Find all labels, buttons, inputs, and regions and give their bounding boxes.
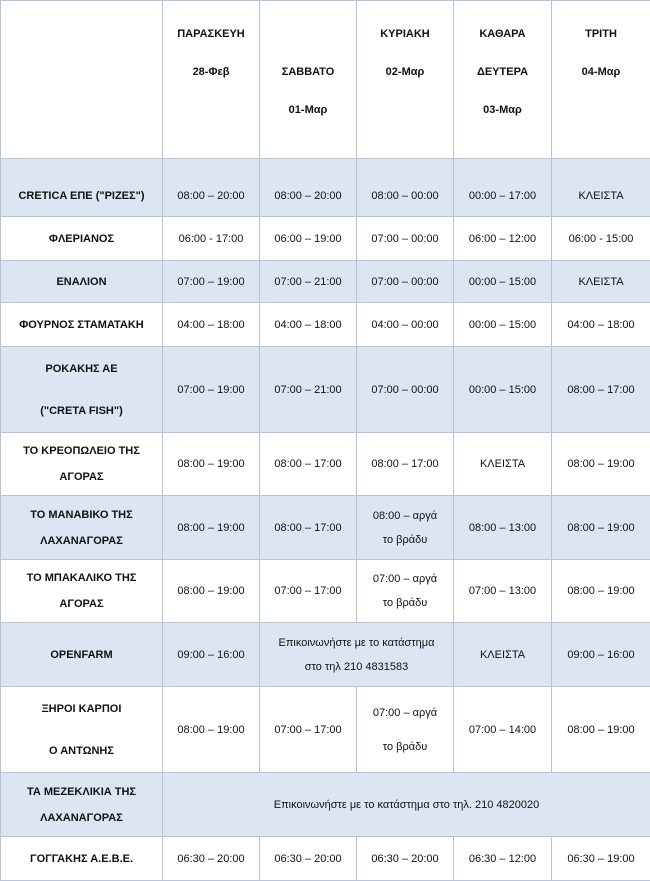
hours-cell: 00:00 – 15:00: [454, 261, 552, 303]
hours-cell: 09:00 – 16:00: [163, 623, 260, 687]
hours-cell: 07:00 – 00:00: [357, 261, 454, 303]
hours-cell: 08:00 – 00:00: [357, 159, 454, 217]
header-day: ΤΡΙΤΗ: [556, 15, 646, 53]
table-row: [1, 217, 650, 261]
shop-name: ΦΟΥΡΝΟΣ ΣΤΑΜΑΤΑΚΗ: [1, 303, 163, 347]
header-date: 01-Μαρ: [264, 91, 352, 129]
shop-name: CRETICA ΕΠΕ ("ΡΙΖΕΣ"): [1, 159, 163, 217]
hours-cell: 07:00 – 00:00: [357, 347, 454, 433]
hours-cell: 06:30 – 20:00: [163, 837, 260, 881]
hours-cell: 00:00 – 15:00: [454, 303, 552, 347]
contact-note: Επικοινωνήστε με το κατάστημα στο τηλ. 210 4820020: [163, 773, 650, 837]
header-day-2: ΔΕΥΤΕΡΑ: [458, 53, 547, 91]
shop-name: ΤΟ ΜΑΝΑΒΙΚΟ ΤΗΣ ΛΑΧΑΝΑΓΟΡΑΣ: [1, 496, 163, 560]
hours-cell: 06:00 – 12:00: [454, 217, 552, 261]
hours-cell: 07:00 – 13:00: [454, 560, 552, 623]
hours-cell: 08:00 – 19:00: [552, 496, 650, 560]
header-friday: [163, 1, 260, 159]
hours-cell: 08:00 – 17:00: [357, 433, 454, 496]
header-day: ΚΥΡΙΑΚΗ: [361, 15, 449, 53]
hours-cell: 06:00 - 17:00: [163, 217, 260, 261]
table-row: [1, 837, 650, 881]
shop-name: ΤΟ ΚΡΕΟΠΩΛΕΙΟ ΤΗΣ ΑΓΟΡΑΣ: [1, 433, 163, 496]
table-row: [1, 159, 650, 217]
header-day: ΚΑΘΑΡΑ: [458, 15, 547, 53]
hours-cell: 08:00 – 20:00: [260, 159, 357, 217]
hours-cell: 08:00 – 17:00: [260, 496, 357, 560]
shop-name: ΡΟΚΑΚΗΣ ΑΕ ("CRETA FISH"): [1, 347, 163, 433]
hours-cell: 09:00 – 16:00: [552, 623, 650, 687]
header-date: 28-Φεβ: [167, 53, 255, 91]
shop-name: ΤΑ ΜΕΖΕΚΛΙΚΙΑ ΤΗΣ ΛΑΧΑΝΑΓΟΡΑΣ: [1, 773, 163, 837]
hours-cell: 08:00 – 17:00: [260, 433, 357, 496]
table-row: [1, 261, 650, 303]
table-row: [1, 303, 650, 347]
header-day: ΠΑΡΑΣΚΕΥΗ: [167, 15, 255, 53]
hours-cell: 08:00 – 13:00: [454, 496, 552, 560]
hours-cell: 07:00 – 19:00: [163, 347, 260, 433]
hours-cell: 04:00 – 18:00: [552, 303, 650, 347]
hours-cell: 08:00 – 19:00: [552, 560, 650, 623]
header-sunday: [357, 1, 454, 159]
hours-cell: 08:00 – αργά το βράδυ: [357, 496, 454, 560]
table-row: [1, 773, 650, 837]
hours-cell: 00:00 – 17:00: [454, 159, 552, 217]
table-row: [1, 433, 650, 496]
hours-cell: 06:00 - 15:00: [552, 217, 650, 261]
contact-note: Επικοινωνήστε με το κατάστημα στο τηλ 210 4831583: [260, 623, 454, 687]
header-day: ΣΑΒΒΑΤΟ: [264, 53, 352, 91]
shop-name: ΤΟ ΜΠΑΚΑΛΙΚΟ ΤΗΣ ΑΓΟΡΑΣ: [1, 560, 163, 623]
hours-cell: 06:00 – 19:00: [260, 217, 357, 261]
hours-cell: ΚΛΕΙΣΤΑ: [454, 623, 552, 687]
hours-cell: 06:30 – 20:00: [357, 837, 454, 881]
shop-name: OPENFARM: [1, 623, 163, 687]
header-tuesday: [552, 1, 650, 159]
hours-cell: 08:00 – 19:00: [163, 560, 260, 623]
hours-cell: 07:00 – 00:00: [357, 217, 454, 261]
hours-cell: ΚΛΕΙΣΤΑ: [552, 159, 650, 217]
header-date: 03-Μαρ: [458, 91, 547, 129]
hours-cell: 07:00 – 19:00: [163, 261, 260, 303]
shop-name: ΞΗΡΟΙ ΚΑΡΠΟΙ Ο ΑΝΤΩΝΗΣ: [1, 687, 163, 773]
hours-cell: 07:00 – αργά το βράδυ: [357, 560, 454, 623]
shop-name: ΕΝΑΛΙΟΝ: [1, 261, 163, 303]
hours-cell: 08:00 – 19:00: [163, 433, 260, 496]
hours-cell: 08:00 – 17:00: [552, 347, 650, 433]
hours-cell: 07:00 – αργά το βράδυ: [357, 687, 454, 773]
header-clean-monday: [454, 1, 552, 159]
hours-cell: 08:00 – 20:00: [163, 159, 260, 217]
hours-cell: 07:00 – 17:00: [260, 687, 357, 773]
hours-cell: 04:00 – 18:00: [260, 303, 357, 347]
hours-cell: 04:00 – 00:00: [357, 303, 454, 347]
hours-cell: 08:00 – 19:00: [163, 496, 260, 560]
hours-cell: 06:30 – 20:00: [260, 837, 357, 881]
hours-cell: 07:00 – 21:00: [260, 261, 357, 303]
table-row: [1, 347, 650, 433]
hours-cell: 00:00 – 15:00: [454, 347, 552, 433]
hours-cell: 04:00 – 18:00: [163, 303, 260, 347]
header-corner: [1, 1, 163, 159]
header-date: 04-Μαρ: [556, 53, 646, 91]
hours-cell: 07:00 – 17:00: [260, 560, 357, 623]
hours-cell: 06:30 – 12:00: [454, 837, 552, 881]
table-row: [1, 687, 650, 773]
hours-cell: 07:00 – 14:00: [454, 687, 552, 773]
table-row: [1, 496, 650, 560]
shop-name: ΓΟΓΓΑΚΗΣ Α.Ε.Β.Ε.: [1, 837, 163, 881]
header-saturday: [260, 1, 357, 159]
hours-cell: 08:00 – 19:00: [163, 687, 260, 773]
table-row: [1, 623, 650, 687]
hours-cell: 08:00 – 19:00: [552, 433, 650, 496]
hours-cell: 06:30 – 19:00: [552, 837, 650, 881]
hours-cell: ΚΛΕΙΣΤΑ: [552, 261, 650, 303]
header-row: [1, 1, 650, 159]
table-row: [1, 560, 650, 623]
header-date: 02-Μαρ: [361, 53, 449, 91]
shop-name: ΦΛΕΡΙΑΝΟΣ: [1, 217, 163, 261]
hours-cell: 07:00 – 21:00: [260, 347, 357, 433]
hours-cell: 08:00 – 19:00: [552, 687, 650, 773]
hours-cell: ΚΛΕΙΣΤΑ: [454, 433, 552, 496]
